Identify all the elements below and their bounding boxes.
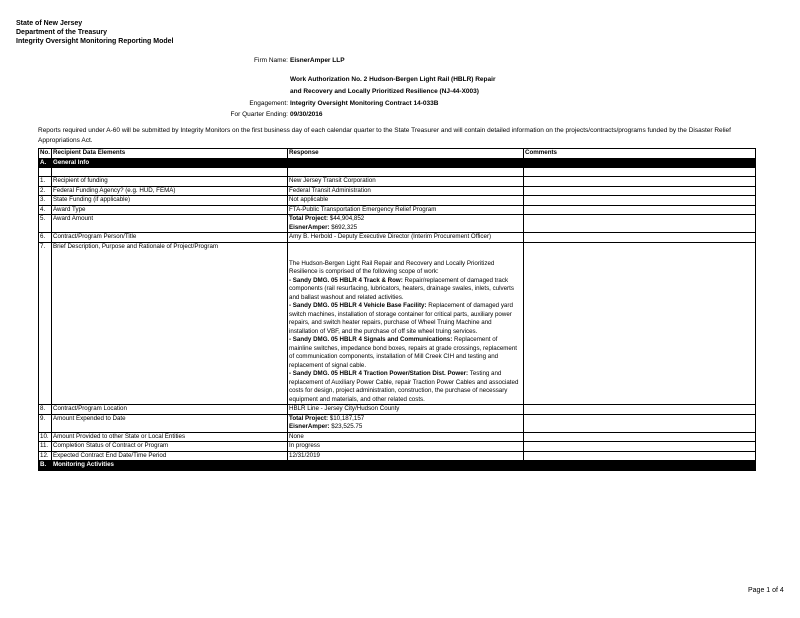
header-state: State of New Jersey bbox=[16, 20, 83, 27]
section-b-row bbox=[39, 461, 756, 471]
table-row: 2. Federal Funding Agency? (e.g. HUD, FEMA) Federal Transit Administration bbox=[39, 186, 756, 196]
section-a-row bbox=[39, 158, 756, 168]
description-intro: The Hudson-Bergen Light Rail Repair and Recovery and Locally Prioritized Resilience is comprised of the following scope of work: bbox=[289, 259, 495, 275]
firm-name-label: Firm Name: bbox=[254, 57, 288, 64]
table-row: 4. Award Type FTA-Public Transportation Emergency Relief Program bbox=[39, 205, 756, 215]
col-header-elements: Recipient Data Elements bbox=[52, 149, 288, 159]
col-header-no: No. bbox=[40, 149, 50, 156]
intro-paragraph: Reports required under A-60 will be submitted by Integrity Monitors on the first business day of each calendar quarter to the State Treasurer and will contain detailed information on the projects/contracts/programs funded by the Disaster Relief Appropriations Act. bbox=[38, 127, 731, 144]
header-model: Integrity Oversight Monitoring Reporting Model bbox=[16, 38, 174, 45]
section-letter: A. bbox=[39, 158, 52, 168]
section-title: General Info bbox=[52, 158, 288, 168]
amount-expended-row: 9. Amount Expended to Date Total Project: $10,187,157 EisnerAmper: $23,525.75 bbox=[39, 414, 756, 432]
description-row: 7. Brief Description, Purpose and Rationale of Project/Program The Hudson-Bergen Light Rail Repair and Recovery and Locally Prioritized Resilience is comprised of the following scope of work: - Sandy DMG. 05 HBLR 4 Track & Row: Repair/replacement of damaged track components (rail resurfacing, lubricators, heaters, drainage swales, inlets, culverts and ballast washout and related activities. - Sandy DMG. 05 HBLR 4 Vehicle Base Facility: Replacement of damaged yard switch machines, installation of storage container for critical parts, auxiliary power repairs, and switch heater repairs, purchase of Wheel Truing Machine and installation of VBF, and the purchase of off site wheel truing services. - Sandy DMG. 05 HBLR 4 Signals and Communications: Replacement of mainline switches, impedance bond boxes, repairs at grade crossings, replacement of communication components, installation of Mill Creek CIH and testing and replacement of signal cable. - Sandy DMG. 05 HBLR 4 Traction Power/Station Dist. Power: Testing and replacement of Auxiliary Power Cable, repair Traction Power Cables and associated costs for design, project administration, construction, the purchase of necessary equipment and materials, and other related costs. bbox=[39, 242, 756, 405]
table-row: 12. Expected Contract End Date/Time Period 12/31/2019 bbox=[39, 451, 756, 461]
header-department: Department of the Treasury bbox=[16, 29, 108, 36]
col-header-comments: Comments bbox=[524, 149, 756, 159]
table-row: 10. Amount Provided to other State or Local Entities None bbox=[39, 432, 756, 442]
table-header-row bbox=[39, 149, 756, 159]
contract-person-row: 6. Contract/Program Person/Title Amy B. Herbold - Deputy Executive Director (Interim Procurement Officer) bbox=[39, 233, 756, 243]
location-row: 8. Contract/Program Location HBLR Line - Jersey City/Hudson County bbox=[39, 405, 756, 415]
work-authorization-line2: and Recovery and Locally Prioritized Resilience (NJ-44-X003) bbox=[290, 88, 479, 95]
blank-row bbox=[39, 168, 756, 177]
section-letter: B. bbox=[39, 461, 52, 471]
quarter-value: 09/30/2016 bbox=[290, 111, 323, 118]
work-authorization-line1: Work Authorization No. 2 Hudson-Bergen Light Rail (HBLR) Repair bbox=[290, 76, 496, 83]
col-header-response: Response bbox=[288, 149, 524, 159]
scope-item: - Sandy DMG. 05 HBLR 4 Signals and Communications: Replacement of mainline switches, impedance bond boxes, repairs at grade crossings, replacement of communication components, installation of Mill Creek CIH and testing and replacement of signal cable. bbox=[289, 336, 518, 369]
page-number: Page 1 of 4 bbox=[748, 587, 784, 594]
table-row: 11. Completion Status of Contract or Program In progress bbox=[39, 442, 756, 452]
engagement-value: Integrity Oversight Monitoring Contract 14-033B bbox=[290, 100, 439, 107]
quarter-label: For Quarter Ending: bbox=[230, 111, 288, 118]
scope-item: - Sandy DMG. 05 HBLR 4 Track & Row: Repair/replacement of damaged track components (rail resurfacing, lubricators, heaters, drainage swales, inlets, culverts and ballast washout and related activities. bbox=[289, 276, 514, 301]
award-amount-row: 5. Award Amount Total Project: $44,904,852 EisnerAmper: $692,325 bbox=[39, 215, 756, 233]
table-row: 3. State Funding (if applicable) Not applicable bbox=[39, 196, 756, 206]
engagement-label: Engagement: bbox=[249, 100, 288, 107]
section-title: Monitoring Activities bbox=[52, 461, 288, 471]
scope-item: - Sandy DMG. 05 HBLR 4 Vehicle Base Facility: Replacement of damaged yard switch machines, installation of storage container for critical parts, auxiliary power repairs, and switch heater repairs, purchase of Wheel Truing Machine and installation of VBF, and the purchase of off site wheel truing services. bbox=[289, 302, 513, 335]
scope-item: - Sandy DMG. 05 HBLR 4 Traction Power/Station Dist. Power: Testing and replacement of Auxiliary Power Cable, repair Traction Power Cables and associated costs for design, project administration, construction, the purchase of necessary equipment and materials, and other related costs. bbox=[289, 370, 519, 403]
recipient-data-table bbox=[38, 148, 756, 471]
firm-name-value: EisnerAmper LLP bbox=[290, 57, 345, 64]
table-row: 1. Recipient of funding New Jersey Transit Corporation bbox=[39, 177, 756, 187]
document-header bbox=[16, 19, 174, 46]
